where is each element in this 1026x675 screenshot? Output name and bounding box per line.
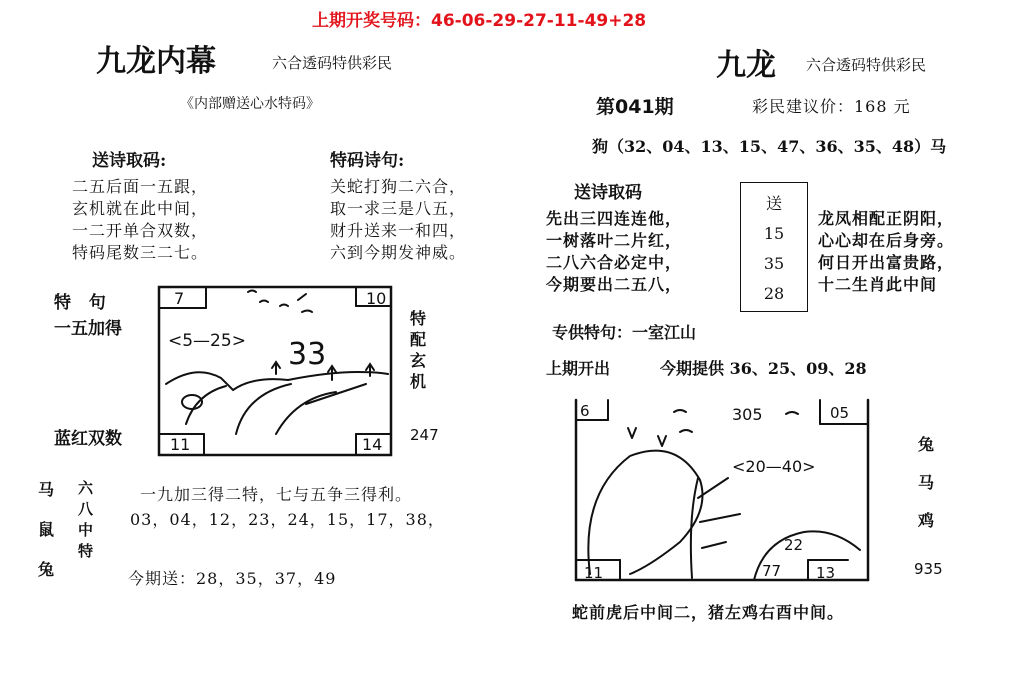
right-sketch-bl: 11	[584, 564, 604, 582]
zodiac-char: 马	[918, 473, 935, 492]
poem-line: 一树落叶二片红，	[546, 231, 683, 250]
left-number-247: 247	[410, 426, 439, 444]
left-subtitle: 《内部赠送心水特码》	[180, 96, 320, 112]
verse-line: 十二生肖此中间	[818, 275, 938, 294]
issue-number: 第041期	[596, 96, 674, 118]
left-today-send: 今期送：28，35，37，49	[128, 569, 337, 588]
right-bottom-line: 蛇前虎后中间二，猪左鸡右酉中间。	[572, 603, 845, 622]
verse-line: 六到今期发神威。	[330, 243, 467, 262]
suggested-price: 彩民建议价：168 元	[752, 97, 911, 116]
right-sketch-tr: 05	[830, 404, 850, 422]
left-sketch-range: <5—25>	[168, 331, 246, 351]
left-sketch-br: 14	[362, 435, 383, 454]
vertical-char: 特	[78, 542, 94, 560]
left-poem-head: 送诗取码:	[92, 151, 167, 171]
vertical-char: 玄	[410, 351, 427, 370]
left-sketch-bl: 11	[170, 435, 191, 454]
left-sketch-tr: 10	[366, 289, 387, 308]
left-poem	[72, 176, 208, 264]
send-box	[740, 182, 808, 312]
left-sketch-tl: 7	[174, 289, 185, 308]
zodiac-char: 兔	[38, 560, 55, 579]
left-verse-head: 特码诗句:	[330, 151, 405, 171]
special-text: 一五加得	[54, 319, 122, 339]
poem-line: 一二开单合双数，	[72, 221, 209, 240]
vertical-char: 特	[410, 309, 427, 328]
right-sketch-tl: 6	[580, 402, 590, 420]
last-open-label: 上期开出	[546, 359, 611, 378]
vertical-char: 六	[78, 479, 94, 497]
vertical-char: 中	[78, 521, 94, 539]
blue-red-label: 蓝红双数	[54, 429, 122, 449]
poem-line: 先出三四连连他，	[546, 209, 683, 228]
dog-horse-line: 狗（32、04、13、15、47、36、35、48）马	[592, 137, 947, 156]
left-verse	[330, 176, 466, 264]
right-title: 九龙	[716, 48, 776, 83]
special-label: 特 句	[54, 293, 106, 313]
verse-line: 心心却在后身旁。	[818, 231, 955, 250]
left-title: 九龙内幕	[96, 44, 216, 79]
right-number-935: 935	[914, 560, 943, 578]
verse-line: 财升送来一和四，	[330, 221, 467, 240]
left-numbers-line: 03，04，12，23，24，15，17，38，	[130, 510, 445, 529]
special-sentence: 专供特句：一室江山	[552, 323, 697, 342]
poem-line: 二五后面一五跟，	[72, 177, 209, 196]
right-sketch-range: <20—40>	[732, 457, 816, 476]
vertical-char: 配	[410, 330, 427, 349]
right-verse	[818, 208, 954, 296]
zodiac-char: 鼠	[38, 520, 55, 539]
send-box-number: 28	[763, 284, 785, 303]
left-sketch-big-number: 33	[288, 337, 327, 372]
left-sketch-illustration	[156, 284, 396, 460]
verse-line: 龙凤相配正阴阳，	[818, 209, 955, 228]
six-eight-column	[78, 478, 93, 562]
right-sketch-illustration	[572, 398, 872, 582]
poem-line: 二八六合必定中，	[546, 253, 683, 272]
verse-line: 关蛇打狗二六合，	[330, 177, 467, 196]
send-box-label: 送	[765, 194, 782, 213]
zodiac-char: 兔	[918, 435, 935, 454]
right-sketch-mid-number: 22	[784, 536, 804, 554]
right-poem-head: 送诗取码	[574, 183, 642, 203]
send-box-number: 15	[763, 224, 785, 243]
verse-line: 何日开出富贵路，	[818, 253, 955, 272]
left-zodiac-column	[38, 470, 54, 590]
zodiac-char: 马	[38, 480, 55, 499]
left-title-sub: 六合透码特供彩民	[272, 54, 393, 72]
right-zodiac-column	[918, 426, 934, 540]
right-sketch-low-number: 77	[762, 562, 782, 580]
poem-line: 玄机就在此中间，	[72, 199, 209, 218]
verse-line: 取一求三是八五，	[330, 199, 467, 218]
right-sketch-br: 13	[816, 564, 836, 582]
right-title-sub: 六合透码特供彩民	[806, 56, 927, 74]
left-vertical-text	[410, 308, 426, 392]
right-poem	[546, 208, 682, 296]
vertical-char: 八	[78, 500, 94, 518]
poem-line: 今期要出二五八，	[546, 275, 683, 294]
poem-line: 特码尾数三二七。	[72, 243, 209, 262]
vertical-char: 机	[410, 372, 427, 391]
today-provide: 今期提供 36、25、09、28	[660, 359, 867, 378]
right-sketch-top-number: 305	[732, 405, 763, 424]
last-draw-banner: 上期开奖号码：46-06-29-27-11-49+28	[312, 11, 647, 31]
zodiac-char: 鸡	[918, 511, 935, 530]
send-box-number: 35	[763, 254, 785, 273]
left-rule-line: 一九加三得二特，七与五争三得利。	[140, 485, 413, 504]
